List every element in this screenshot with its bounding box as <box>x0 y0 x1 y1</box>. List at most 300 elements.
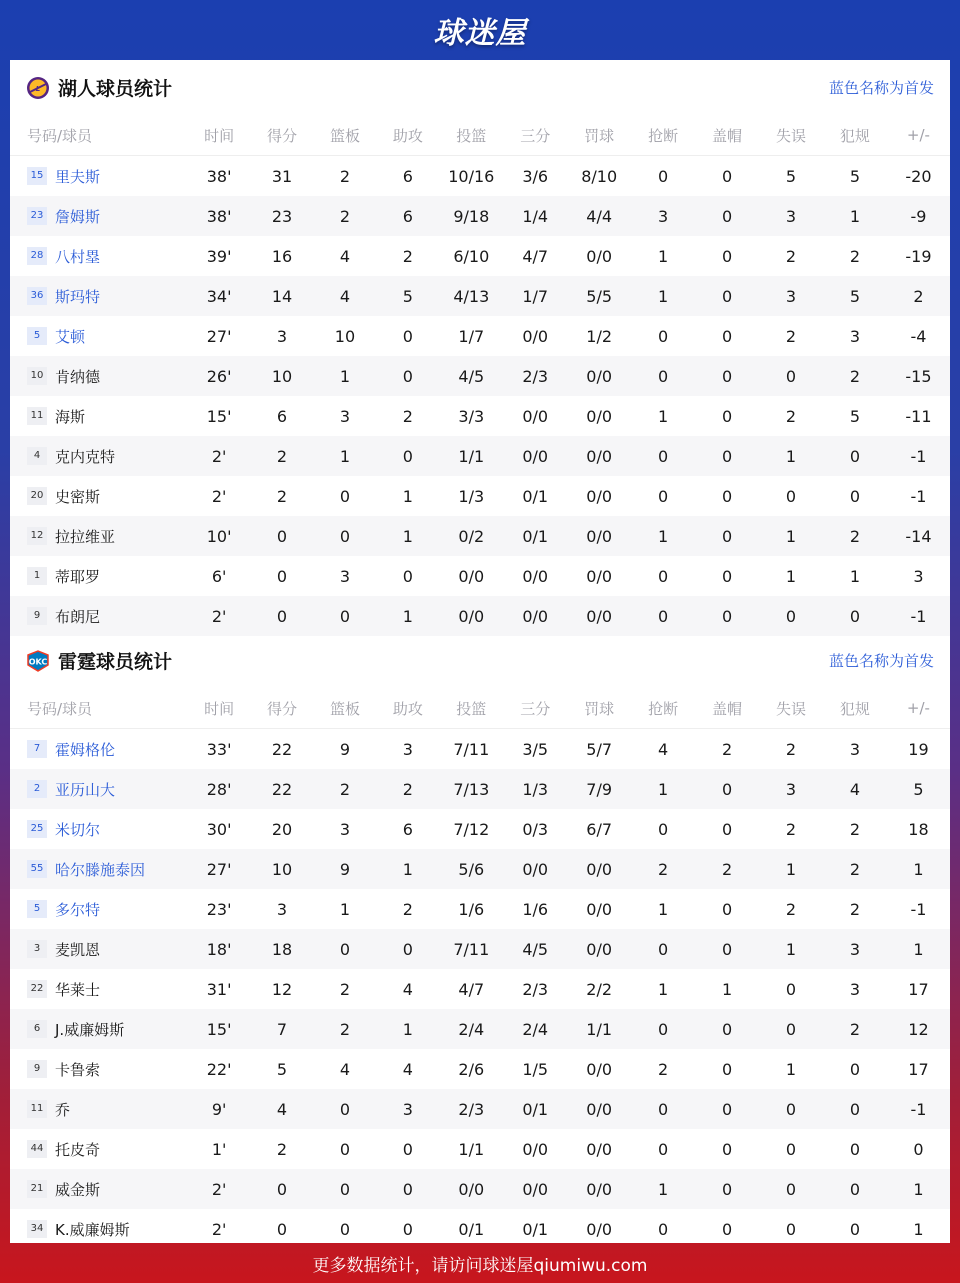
stat-steals: 0 <box>658 486 669 506</box>
stat-minutes: 38' <box>206 166 232 186</box>
stat-turnovers: 5 <box>785 166 797 186</box>
stat-minutes: 18' <box>188 929 251 969</box>
player-name[interactable]: 多尔特 <box>55 900 101 919</box>
player-name[interactable]: 史密斯 <box>55 487 101 506</box>
column-header[interactable]: 抢断 <box>631 115 695 156</box>
stat-plus-minus: -4 <box>910 326 927 346</box>
table-row[interactable] <box>10 236 950 276</box>
svg-text:OKC: OKC <box>28 657 48 666</box>
stat-rebounds: 0 <box>313 929 376 969</box>
stat-fouls: 2 <box>823 356 887 396</box>
table-row[interactable] <box>10 1089 950 1129</box>
table-row[interactable] <box>10 356 950 396</box>
stat-three-pointers: 0/0 <box>503 436 567 476</box>
player-name[interactable]: 克内克特 <box>55 447 116 466</box>
stat-turnovers: 0 <box>759 596 823 636</box>
player-cell[interactable] <box>10 596 188 636</box>
stat-minutes: 34' <box>188 276 251 316</box>
stat-steals: 0 <box>658 326 669 346</box>
stat-minutes: 26' <box>188 356 251 396</box>
column-header[interactable]: +/- <box>887 115 950 156</box>
stat-three-pointers: 1/5 <box>522 1059 549 1079</box>
stat-plus-minus: -11 <box>905 406 932 426</box>
column-header[interactable]: 时间 <box>188 688 251 729</box>
stat-field-goals: 0/0 <box>458 566 485 586</box>
stat-fouls: 3 <box>849 326 861 346</box>
stat-points: 14 <box>251 276 314 316</box>
stat-minutes: 1' <box>211 1139 227 1159</box>
stat-minutes: 38' <box>188 196 251 236</box>
stat-points: 7 <box>251 1009 314 1049</box>
stat-rebounds: 1 <box>313 356 376 396</box>
stat-rebounds: 3 <box>339 566 351 586</box>
stat-fouls: 2 <box>823 1009 887 1049</box>
player-cell[interactable] <box>10 929 188 969</box>
stat-free-throws: 0/0 <box>567 849 631 889</box>
column-header[interactable]: 盖帽 <box>695 115 759 156</box>
stat-rebounds: 0 <box>313 1089 376 1129</box>
column-header[interactable]: 失误 <box>759 115 823 156</box>
stat-rebounds: 0 <box>339 1219 351 1239</box>
column-header[interactable]: 篮板 <box>313 115 376 156</box>
stat-fouls: 0 <box>823 1169 887 1209</box>
player-name[interactable]: 霍姆格伦 <box>55 740 116 759</box>
jersey-number: 11 <box>27 407 47 425</box>
column-header[interactable]: 犯规 <box>823 688 887 729</box>
stat-rebounds: 0 <box>339 486 351 506</box>
column-header[interactable]: 盖帽 <box>695 688 759 729</box>
table-row[interactable] <box>10 1049 950 1089</box>
player-name[interactable]: 里夫斯 <box>55 167 101 186</box>
stat-points: 2 <box>251 436 314 476</box>
stat-blocks: 0 <box>721 326 733 346</box>
stat-field-goals: 1/6 <box>458 899 485 919</box>
column-header[interactable]: 抢断 <box>631 688 695 729</box>
stat-fouls: 4 <box>823 769 887 809</box>
stat-assists: 1 <box>376 849 439 889</box>
table-row[interactable] <box>10 596 950 636</box>
player-name[interactable]: 蒂耶罗 <box>55 567 101 586</box>
player-name[interactable]: 艾顿 <box>55 327 86 346</box>
stat-fouls: 0 <box>823 436 887 476</box>
player-name[interactable]: 麦凯恩 <box>55 940 101 959</box>
stat-blocks: 0 <box>695 1169 759 1209</box>
column-header[interactable]: 助攻 <box>376 688 439 729</box>
stat-assists: 0 <box>402 566 413 586</box>
stat-free-throws: 0/0 <box>567 356 631 396</box>
player-stats-table <box>10 688 950 1249</box>
stat-blocks: 1 <box>721 979 733 999</box>
column-header[interactable]: 失误 <box>759 688 823 729</box>
stat-assists: 6 <box>402 819 413 839</box>
stat-assists: 1 <box>376 516 439 556</box>
table-row[interactable] <box>10 849 950 889</box>
stat-three-pointers: 0/0 <box>522 326 549 346</box>
player-cell[interactable] <box>10 316 188 356</box>
stat-assists: 2 <box>402 246 413 266</box>
table-row[interactable] <box>10 809 950 849</box>
column-header[interactable]: 助攻 <box>376 115 439 156</box>
player-cell[interactable] <box>10 1089 188 1129</box>
column-header[interactable]: 时间 <box>188 115 251 156</box>
stat-free-throws: 6/7 <box>586 819 613 839</box>
stat-field-goals: 0/2 <box>439 516 503 556</box>
stat-assists: 1 <box>376 1009 439 1049</box>
jersey-number: 11 <box>27 1100 47 1118</box>
player-name[interactable]: 米切尔 <box>55 820 101 839</box>
stat-field-goals: 1/1 <box>458 1139 485 1159</box>
stat-three-pointers: 0/0 <box>522 566 549 586</box>
stat-steals: 1 <box>631 1169 695 1209</box>
table-row[interactable] <box>10 769 950 809</box>
stat-turnovers: 0 <box>785 1219 797 1239</box>
stat-free-throws: 0/0 <box>586 1059 613 1079</box>
stat-free-throws: 0/0 <box>567 596 631 636</box>
stat-plus-minus: 1 <box>887 1169 950 1209</box>
stat-blocks: 0 <box>721 406 733 426</box>
stat-minutes: 30' <box>206 819 232 839</box>
table-row[interactable] <box>10 556 950 596</box>
stat-steals: 0 <box>658 166 669 186</box>
footer-banner[interactable] <box>0 1243 960 1283</box>
stat-rebounds: 2 <box>313 196 376 236</box>
stat-fouls: 3 <box>849 979 861 999</box>
stat-three-pointers: 1/7 <box>503 276 567 316</box>
stat-rebounds: 0 <box>339 1139 351 1159</box>
stat-rebounds: 4 <box>339 1059 351 1079</box>
stat-rebounds: 4 <box>313 276 376 316</box>
player-name[interactable]: 威金斯 <box>55 1180 101 1199</box>
stat-field-goals: 0/0 <box>439 1169 503 1209</box>
stat-plus-minus: 1 <box>913 1219 924 1239</box>
table-row[interactable] <box>10 516 950 556</box>
stat-free-throws: 0/0 <box>586 406 613 426</box>
stat-points: 20 <box>271 819 293 839</box>
player-cell[interactable] <box>10 476 188 516</box>
stat-minutes: 2' <box>188 596 251 636</box>
player-cell[interactable] <box>10 356 188 396</box>
stat-minutes: 27' <box>188 849 251 889</box>
stat-points: 22 <box>271 739 293 759</box>
column-header[interactable]: 篮板 <box>313 688 376 729</box>
site-logo[interactable]: 球迷屋 <box>433 16 527 51</box>
stat-rebounds: 1 <box>339 899 351 919</box>
footer-text: 更多数据统计，请访问球迷屋qiumiwu.com <box>312 1255 648 1276</box>
table-row[interactable] <box>10 276 950 316</box>
stat-turnovers: 3 <box>759 276 823 316</box>
column-header[interactable]: 罚球 <box>567 115 631 156</box>
player-name[interactable]: 布朗尼 <box>55 607 101 626</box>
stat-assists: 1 <box>376 596 439 636</box>
team-name: 雷霆球员统计 <box>58 651 173 673</box>
stat-blocks: 0 <box>721 1219 733 1239</box>
jersey-number: 7 <box>27 740 47 758</box>
column-header[interactable]: +/- <box>887 688 950 729</box>
table-row[interactable] <box>10 316 950 356</box>
stat-field-goals: 4/7 <box>458 979 485 999</box>
column-header[interactable]: 三分 <box>503 688 567 729</box>
stat-blocks: 0 <box>695 929 759 969</box>
stat-rebounds: 3 <box>339 819 351 839</box>
stat-free-throws: 7/9 <box>567 769 631 809</box>
stat-three-pointers: 0/1 <box>503 516 567 556</box>
stat-field-goals: 4/13 <box>439 276 503 316</box>
stat-rebounds: 10 <box>334 326 356 346</box>
stat-steals: 0 <box>631 1089 695 1129</box>
table-row[interactable] <box>10 969 950 1009</box>
stat-plus-minus: 19 <box>908 739 929 759</box>
stat-assists: 0 <box>402 1139 413 1159</box>
jersey-number: 5 <box>27 327 47 345</box>
starter-legend: 蓝色名称为首发 <box>828 652 934 670</box>
table-row[interactable] <box>10 1129 950 1169</box>
player-name[interactable]: 托皮奇 <box>55 1140 101 1159</box>
stat-blocks: 0 <box>695 1089 759 1129</box>
column-header[interactable]: 号码/球员 <box>10 688 188 729</box>
stat-fouls: 5 <box>849 166 861 186</box>
stat-fouls: 1 <box>849 566 861 586</box>
player-name[interactable]: 斯玛特 <box>55 287 101 306</box>
column-header[interactable]: 得分 <box>251 115 314 156</box>
stat-plus-minus: -1 <box>887 1089 950 1129</box>
stat-points: 2 <box>276 1139 288 1159</box>
table-row[interactable] <box>10 156 950 197</box>
table-row[interactable] <box>10 396 950 436</box>
jersey-number: 4 <box>27 447 47 465</box>
player-cell[interactable] <box>10 276 188 316</box>
player-cell[interactable] <box>10 849 188 889</box>
stat-turnovers: 2 <box>785 406 797 426</box>
stat-fouls: 0 <box>849 486 861 506</box>
table-header-row <box>10 688 950 729</box>
player-name[interactable]: 华莱士 <box>55 980 101 999</box>
stat-fouls: 0 <box>849 1139 861 1159</box>
table-row[interactable] <box>10 436 950 476</box>
player-name[interactable]: J.威廉姆斯 <box>55 1020 125 1039</box>
stat-assists: 2 <box>402 899 413 919</box>
stat-fouls: 2 <box>849 899 861 919</box>
stat-points: 3 <box>276 899 288 919</box>
stat-assists: 0 <box>402 326 413 346</box>
stat-points: 0 <box>251 516 314 556</box>
table-row[interactable] <box>10 476 950 516</box>
stat-assists: 0 <box>402 1219 413 1239</box>
team-title <box>26 74 172 101</box>
stat-free-throws: 8/10 <box>581 166 618 186</box>
stat-fouls: 0 <box>849 1059 861 1079</box>
stats-card <box>10 60 950 1243</box>
player-cell[interactable] <box>10 889 188 929</box>
stat-three-pointers: 1/3 <box>503 769 567 809</box>
player-cell[interactable] <box>10 236 188 276</box>
stat-minutes: 23' <box>206 899 232 919</box>
stat-field-goals: 2/4 <box>439 1009 503 1049</box>
player-cell[interactable] <box>10 1129 188 1169</box>
jersey-number: 9 <box>27 1060 47 1078</box>
stat-turnovers: 0 <box>759 1169 823 1209</box>
stat-blocks: 0 <box>721 899 733 919</box>
stat-plus-minus: -9 <box>887 196 950 236</box>
stat-blocks: 0 <box>695 196 759 236</box>
team-header <box>10 633 950 688</box>
player-cell[interactable] <box>10 196 188 236</box>
table-row[interactable] <box>10 1009 950 1049</box>
player-cell[interactable] <box>10 396 188 436</box>
stat-plus-minus: -20 <box>905 166 932 186</box>
stat-assists: 2 <box>402 406 413 426</box>
jersey-number: 34 <box>27 1220 47 1238</box>
table-row[interactable] <box>10 729 950 770</box>
jersey-number: 20 <box>27 487 47 505</box>
player-cell[interactable] <box>10 1049 188 1089</box>
stat-points: 22 <box>251 769 314 809</box>
player-cell[interactable] <box>10 516 188 556</box>
team-title <box>26 647 172 674</box>
player-name[interactable]: 詹姆斯 <box>55 207 101 226</box>
stat-steals: 1 <box>658 979 669 999</box>
jersey-number: 10 <box>27 367 47 385</box>
stat-steals: 4 <box>658 739 669 759</box>
stat-field-goals: 9/18 <box>439 196 503 236</box>
column-header[interactable]: 号码/球员 <box>10 115 188 156</box>
stat-rebounds: 2 <box>339 979 351 999</box>
player-cell[interactable] <box>10 556 188 596</box>
column-header[interactable]: 投篮 <box>439 688 503 729</box>
stat-fouls: 2 <box>823 516 887 556</box>
stat-steals: 3 <box>631 196 695 236</box>
stat-plus-minus: -1 <box>910 486 927 506</box>
player-cell[interactable] <box>10 156 188 197</box>
stat-blocks: 0 <box>695 516 759 556</box>
stat-plus-minus: -19 <box>905 246 932 266</box>
stat-three-pointers: 0/3 <box>522 819 549 839</box>
stat-fouls: 2 <box>849 819 861 839</box>
stat-turnovers: 0 <box>785 979 797 999</box>
stat-three-pointers: 4/5 <box>503 929 567 969</box>
stat-points: 0 <box>276 1219 288 1239</box>
starter-legend: 蓝色名称为首发 <box>828 79 934 97</box>
player-name[interactable]: 肯纳德 <box>55 367 101 386</box>
stat-assists: 0 <box>376 1169 439 1209</box>
stat-points: 16 <box>271 246 293 266</box>
column-header[interactable]: 罚球 <box>567 688 631 729</box>
stat-field-goals: 6/10 <box>453 246 490 266</box>
column-header[interactable]: 投篮 <box>439 115 503 156</box>
stat-steals: 0 <box>631 929 695 969</box>
player-name[interactable]: 乔 <box>55 1100 71 1119</box>
stat-assists: 4 <box>402 979 413 999</box>
table-row[interactable] <box>10 929 950 969</box>
column-header[interactable]: 三分 <box>503 115 567 156</box>
player-name[interactable]: 八村塁 <box>55 247 101 266</box>
column-header[interactable]: 犯规 <box>823 115 887 156</box>
player-cell[interactable] <box>10 729 188 770</box>
stat-points: 2 <box>276 486 288 506</box>
stat-field-goals: 0/1 <box>458 1219 485 1239</box>
stat-fouls: 1 <box>823 196 887 236</box>
stat-field-goals: 7/11 <box>453 739 490 759</box>
stat-plus-minus: 0 <box>913 1139 924 1159</box>
player-name[interactable]: K.威廉姆斯 <box>55 1220 130 1239</box>
player-name[interactable]: 亚历山大 <box>55 780 116 799</box>
stat-fouls: 3 <box>823 929 887 969</box>
stat-minutes: 22' <box>206 1059 232 1079</box>
jersey-number: 36 <box>27 287 47 305</box>
stat-blocks: 2 <box>721 739 733 759</box>
lakers-logo-icon <box>26 76 50 100</box>
stat-free-throws: 0/0 <box>586 899 613 919</box>
team-section-thunder <box>10 633 950 1249</box>
stat-assists: 6 <box>402 166 413 186</box>
stat-points: 0 <box>276 566 288 586</box>
jersey-number: 9 <box>27 607 47 625</box>
stat-blocks: 0 <box>721 1139 733 1159</box>
stat-three-pointers: 0/0 <box>522 406 549 426</box>
stat-three-pointers: 2/3 <box>522 979 549 999</box>
stat-points: 23 <box>251 196 314 236</box>
stat-turnovers: 1 <box>759 516 823 556</box>
stat-turnovers: 1 <box>785 1059 797 1079</box>
stat-three-pointers: 0/0 <box>503 596 567 636</box>
stat-blocks: 0 <box>721 1059 733 1079</box>
stat-free-throws: 4/4 <box>567 196 631 236</box>
stat-free-throws: 0/0 <box>586 1219 613 1239</box>
player-cell[interactable] <box>10 969 188 1009</box>
stat-minutes: 6' <box>211 566 227 586</box>
stat-free-throws: 0/0 <box>567 516 631 556</box>
player-cell[interactable] <box>10 1169 188 1209</box>
stat-turnovers: 1 <box>759 849 823 889</box>
stat-points: 31 <box>271 166 293 186</box>
jersey-number: 6 <box>27 1020 47 1038</box>
stat-field-goals: 7/11 <box>439 929 503 969</box>
stat-points: 3 <box>276 326 288 346</box>
stat-rebounds: 3 <box>339 406 351 426</box>
stat-three-pointers: 0/0 <box>503 849 567 889</box>
stat-plus-minus: -14 <box>887 516 950 556</box>
player-name[interactable]: 海斯 <box>55 407 86 426</box>
stat-field-goals: 1/1 <box>439 436 503 476</box>
player-cell[interactable] <box>10 809 188 849</box>
stat-assists: 4 <box>402 1059 413 1079</box>
stat-assists: 0 <box>376 356 439 396</box>
stat-blocks: 0 <box>695 596 759 636</box>
player-cell[interactable] <box>10 436 188 476</box>
table-row[interactable] <box>10 1169 950 1209</box>
player-cell[interactable] <box>10 1009 188 1049</box>
player-cell[interactable] <box>10 769 188 809</box>
jersey-number: 12 <box>27 527 47 545</box>
stat-minutes: 2' <box>211 486 227 506</box>
player-name[interactable]: 卡鲁索 <box>55 1060 101 1079</box>
table-row[interactable] <box>10 889 950 929</box>
player-name[interactable]: 拉拉维亚 <box>55 527 116 546</box>
stat-steals: 1 <box>658 406 669 426</box>
stat-points: 6 <box>276 406 288 426</box>
stat-points: 12 <box>271 979 293 999</box>
column-header[interactable]: 得分 <box>251 688 314 729</box>
table-row[interactable] <box>10 196 950 236</box>
stat-blocks: 0 <box>721 166 733 186</box>
stat-steals: 0 <box>658 566 669 586</box>
stat-turnovers: 0 <box>759 1089 823 1129</box>
stat-plus-minus: 12 <box>887 1009 950 1049</box>
stat-steals: 2 <box>631 849 695 889</box>
player-name[interactable]: 哈尔滕施泰因 <box>55 860 146 879</box>
jersey-number: 55 <box>27 860 47 878</box>
stat-free-throws: 1/1 <box>567 1009 631 1049</box>
stat-assists: 0 <box>376 436 439 476</box>
